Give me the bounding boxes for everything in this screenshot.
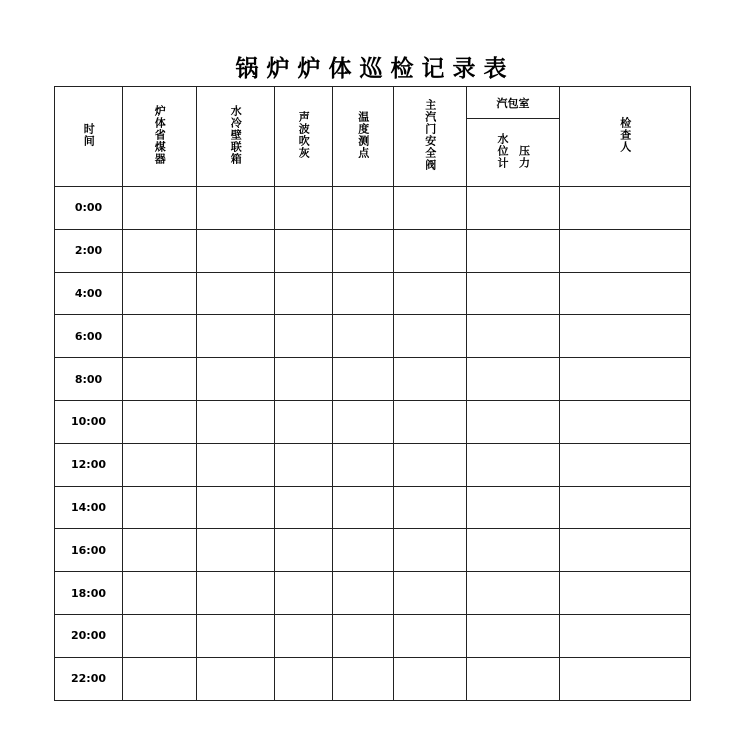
time-cell: 8:00 xyxy=(55,358,123,401)
main-steam-valve-cell[interactable] xyxy=(394,529,467,572)
soot-blower-cell[interactable] xyxy=(275,315,333,358)
furnace-economizer-cell[interactable] xyxy=(123,400,197,443)
temp-points-cell[interactable] xyxy=(333,529,394,572)
inspector-cell[interactable] xyxy=(560,486,691,529)
water-level-pressure-cell[interactable] xyxy=(467,358,560,401)
table-row xyxy=(55,443,691,486)
main-steam-valve-cell[interactable] xyxy=(394,229,467,272)
header-water-level-pressure xyxy=(467,119,560,187)
water-level-pressure-cell[interactable] xyxy=(467,486,560,529)
waterwall-header-cell[interactable] xyxy=(197,187,275,230)
time-cell: 18:00 xyxy=(55,572,123,615)
soot-blower-cell[interactable] xyxy=(275,572,333,615)
table-row xyxy=(55,572,691,615)
header-steam-drum-room: 汽包室 xyxy=(467,87,560,119)
furnace-economizer-cell[interactable] xyxy=(123,229,197,272)
time-cell: 14:00 xyxy=(55,486,123,529)
time-cell: 6:00 xyxy=(55,315,123,358)
soot-blower-cell[interactable] xyxy=(275,486,333,529)
waterwall-header-cell[interactable] xyxy=(197,529,275,572)
soot-blower-cell[interactable] xyxy=(275,400,333,443)
water-level-pressure-cell[interactable] xyxy=(467,529,560,572)
table-row xyxy=(55,358,691,401)
page-title: 锅炉炉体巡检记录表 xyxy=(235,55,515,82)
soot-blower-cell[interactable] xyxy=(275,529,333,572)
table-row xyxy=(55,400,691,443)
soot-blower-cell[interactable] xyxy=(275,272,333,315)
inspector-cell[interactable] xyxy=(560,572,691,615)
temp-points-cell[interactable] xyxy=(333,187,394,230)
furnace-economizer-cell[interactable] xyxy=(123,272,197,315)
temp-points-cell[interactable] xyxy=(333,358,394,401)
furnace-economizer-cell[interactable] xyxy=(123,358,197,401)
inspector-cell[interactable] xyxy=(560,529,691,572)
waterwall-header-cell[interactable] xyxy=(197,443,275,486)
table-row xyxy=(55,187,691,230)
time-cell: 20:00 xyxy=(55,614,123,657)
header-main-steam-valve: 主汽门安全阀 xyxy=(394,87,467,187)
table-row xyxy=(55,486,691,529)
main-steam-valve-cell[interactable] xyxy=(394,187,467,230)
table-row xyxy=(55,272,691,315)
inspector-cell[interactable] xyxy=(560,272,691,315)
main-steam-valve-cell[interactable] xyxy=(394,657,467,700)
water-level-pressure-cell[interactable] xyxy=(467,315,560,358)
water-level-pressure-cell[interactable] xyxy=(467,400,560,443)
time-cell: 10:00 xyxy=(55,400,123,443)
furnace-economizer-cell[interactable] xyxy=(123,529,197,572)
header-inspector: 检查人 xyxy=(560,87,691,187)
furnace-economizer-cell[interactable] xyxy=(123,614,197,657)
time-cell: 2:00 xyxy=(55,229,123,272)
furnace-economizer-cell[interactable] xyxy=(123,572,197,615)
inspector-cell[interactable] xyxy=(560,187,691,230)
time-cell: 16:00 xyxy=(55,529,123,572)
furnace-economizer-cell[interactable] xyxy=(123,443,197,486)
furnace-economizer-cell[interactable] xyxy=(123,486,197,529)
inspector-cell[interactable] xyxy=(560,229,691,272)
soot-blower-cell[interactable] xyxy=(275,657,333,700)
inspector-cell[interactable] xyxy=(560,315,691,358)
temp-points-cell[interactable] xyxy=(333,400,394,443)
waterwall-header-cell[interactable] xyxy=(197,358,275,401)
waterwall-header-cell[interactable] xyxy=(197,229,275,272)
temp-points-cell[interactable] xyxy=(333,572,394,615)
header-temp-points: 温度测点 xyxy=(333,87,394,187)
temp-points-cell[interactable] xyxy=(333,315,394,358)
furnace-economizer-cell[interactable] xyxy=(123,657,197,700)
temp-points-cell[interactable] xyxy=(333,272,394,315)
time-cell: 12:00 xyxy=(55,443,123,486)
waterwall-header-cell[interactable] xyxy=(197,572,275,615)
main-steam-valve-cell[interactable] xyxy=(394,272,467,315)
table-body xyxy=(55,187,691,701)
soot-blower-cell[interactable] xyxy=(275,443,333,486)
table-row xyxy=(55,529,691,572)
inspector-cell[interactable] xyxy=(560,614,691,657)
water-level-pressure-cell[interactable] xyxy=(467,229,560,272)
header-furnace-economizer: 炉体省煤器 xyxy=(123,87,197,187)
water-level-pressure-cell[interactable] xyxy=(467,272,560,315)
waterwall-header-cell[interactable] xyxy=(197,400,275,443)
water-level-pressure-cell[interactable] xyxy=(467,572,560,615)
water-level-pressure-cell[interactable] xyxy=(467,443,560,486)
soot-blower-cell[interactable] xyxy=(275,614,333,657)
main-steam-valve-cell[interactable] xyxy=(394,400,467,443)
inspector-cell[interactable] xyxy=(560,657,691,700)
time-cell: 0:00 xyxy=(55,187,123,230)
temp-points-cell[interactable] xyxy=(333,443,394,486)
main-steam-valve-cell[interactable] xyxy=(394,358,467,401)
inspector-cell[interactable] xyxy=(560,443,691,486)
inspector-cell[interactable] xyxy=(560,358,691,401)
temp-points-cell[interactable] xyxy=(333,614,394,657)
soot-blower-cell[interactable] xyxy=(275,187,333,230)
header-pressure: 压力 xyxy=(517,145,531,169)
main-steam-valve-cell[interactable] xyxy=(394,315,467,358)
inspection-table xyxy=(54,86,691,701)
time-cell: 22:00 xyxy=(55,657,123,700)
waterwall-header-cell[interactable] xyxy=(197,486,275,529)
water-level-pressure-cell[interactable] xyxy=(467,187,560,230)
temp-points-cell[interactable] xyxy=(333,657,394,700)
table-row xyxy=(55,315,691,358)
header-soot-blower: 声波吹灰 xyxy=(275,87,333,187)
main-steam-valve-cell[interactable] xyxy=(394,486,467,529)
waterwall-header-cell[interactable] xyxy=(197,315,275,358)
waterwall-header-cell[interactable] xyxy=(197,272,275,315)
water-level-pressure-cell[interactable] xyxy=(467,657,560,700)
time-cell: 4:00 xyxy=(55,272,123,315)
table-row xyxy=(55,657,691,700)
header-water-level: 水位计 xyxy=(496,133,509,169)
table-row xyxy=(55,614,691,657)
furnace-economizer-cell[interactable] xyxy=(123,187,197,230)
main-steam-valve-cell[interactable] xyxy=(394,572,467,615)
temp-points-cell[interactable] xyxy=(333,229,394,272)
main-steam-valve-cell[interactable] xyxy=(394,614,467,657)
inspector-cell[interactable] xyxy=(560,400,691,443)
soot-blower-cell[interactable] xyxy=(275,229,333,272)
temp-points-cell[interactable] xyxy=(333,486,394,529)
water-level-pressure-cell[interactable] xyxy=(467,614,560,657)
table-row xyxy=(55,229,691,272)
soot-blower-cell[interactable] xyxy=(275,358,333,401)
header-waterwall-header: 水冷壁联箱 xyxy=(197,87,275,187)
furnace-economizer-cell[interactable] xyxy=(123,315,197,358)
header-time: 时间 xyxy=(55,87,123,187)
main-steam-valve-cell[interactable] xyxy=(394,443,467,486)
waterwall-header-cell[interactable] xyxy=(197,614,275,657)
waterwall-header-cell[interactable] xyxy=(197,657,275,700)
